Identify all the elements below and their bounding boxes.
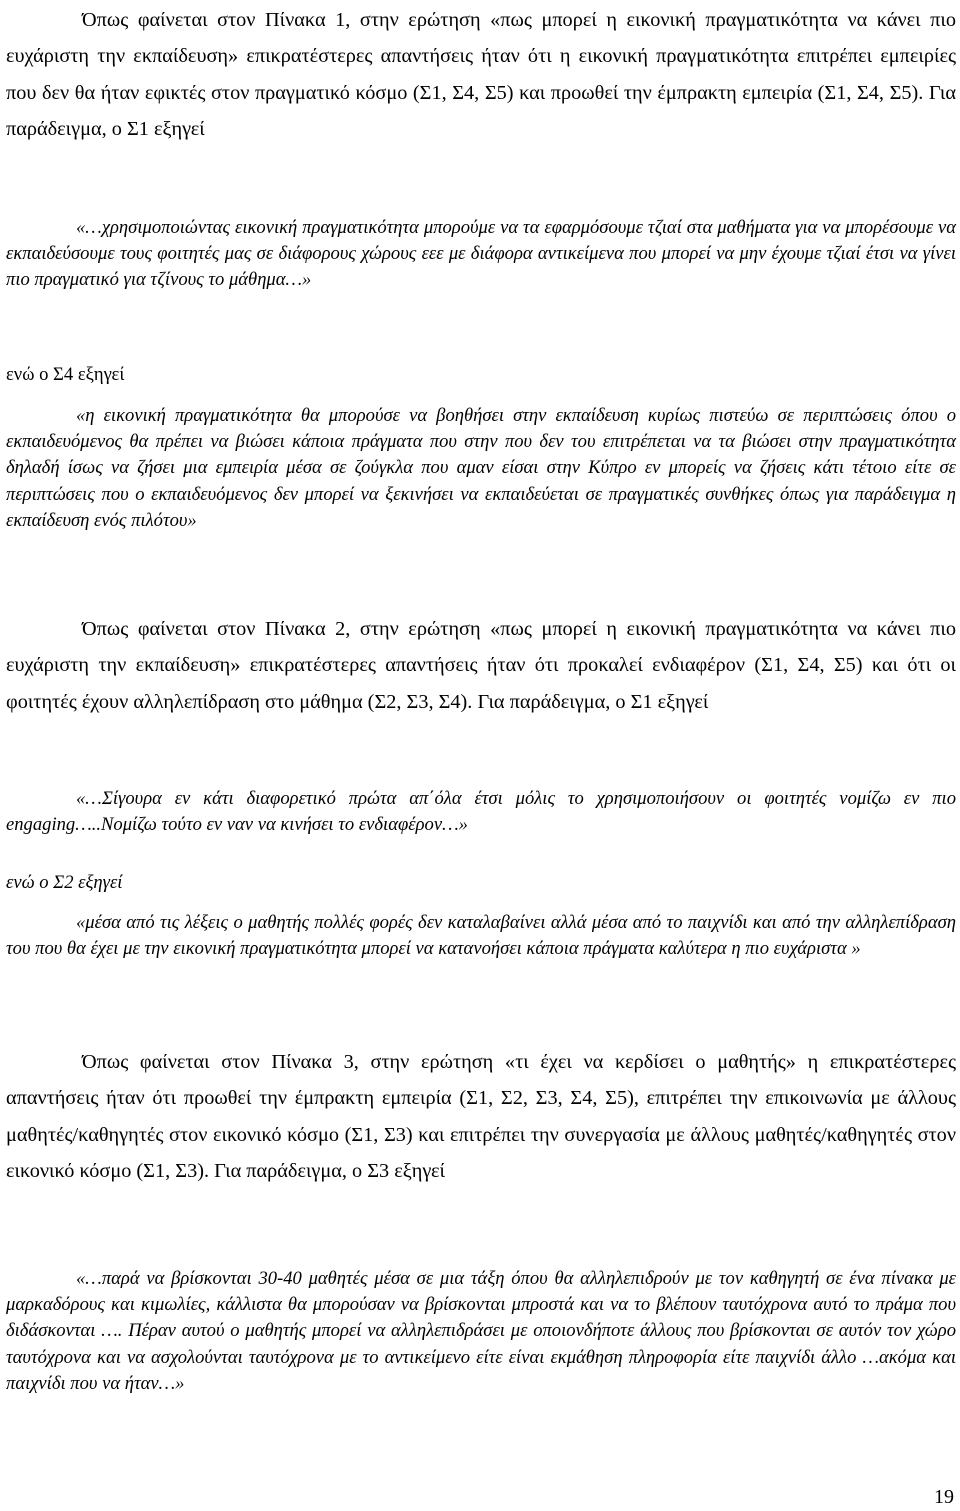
quote-s3: «…παρά να βρίσκονται 30-40 μαθητές μέσα σε μια τάξη όπου θα αλληλεπιδρούν με τον καθηγητή σε ένα πίνακα με μαρκαδόρους και κιμωλίες, κάλλιστα θα μπορούσαν να βρίσκονται μπροστά και να το βλέπουν ταυτόχρονα αυτό το πράμα που διδάσκονται …. Πέραν αυτού ο μαθητής μπορεί να αλληλεπιδράσει με οποιονδήποτε άλλους που βρίσκονται σε αυτόν τον χώρο ταυτόχρονα και να ασχολούνται ταυτόχρονα με το αντικείμενο είτε είναι εκμάθηση πληροφορία είτε παιχνίδι άλλο …ακόμα και παιχνίδι που να ήταν…»: [6, 1268, 956, 1394]
quote-s4: «η εικονική πραγματικότητα θα μπορούσε να βοηθήσει στην εκπαίδευση κυρίως πιστεύω σε περιπτώσεις όπου ο εκπαιδευόμενος θα πρέπει να βιώσει κάποια πράγματα που στην που δεν του επιτρέπεται να τα βιώσει στην πραγματικότητα δηλαδή ίσως να ζήσει μια εμπειρία μέσα σε ζούγκλα που αμαν είσαι στην Κύπρο εν μπορείς να ζήσεις κάτι τέτοιο είτε σε περιπτώσεις που ο εκπαιδευόμενος δεν μπορεί να ξεκινήσει να εκπαιδεύεται σε πραγματικές συνθήκες όπως για παράδειγμα η εκπαίδευση ενός πιλότου»: [6, 405, 956, 531]
lead-s4: ενώ ο Σ4 εξηγεί: [6, 364, 125, 385]
quote-s1-table-2: «…Σίγουρα εν κάτι διαφορετικό πρώτα απ΄όλα έτσι μόλις το χρησιμοποιήσουν οι φοιτητές νομίζω εν πιο engaging…..Νομίζω τούτο εν ναν να κινήσει το ενδιαφέρον…»: [6, 788, 956, 836]
quote-s2: «μέσα από τις λέξεις ο μαθητής πολλές φορές δεν καταλαβαίνει αλλά μέσα από το παιχνίδι και από την αλληλεπίδραση του που θα έχει με την εικονική πραγματικότητα μπορεί να κατανοήσει κάποια πράγματα καλύτερα η πιο ευχάριστα »: [6, 912, 956, 960]
paragraph-table-1: Όπως φαίνεται στον Πίνακα 1, στην ερώτηση «πως μπορεί η εικονική πραγματικότητα να κάνει πιο ευχάριστη την εκπαίδευση» επικρατέστερες απαντήσεις ήταν ότι η εικονική πραγματικότητα επιτρέπει εμπειρίες που δεν θα ήταν εφικτές στον πραγματικό κόσμο (Σ1, Σ4, Σ5) και προωθεί την έμπρακτη εμπειρία (Σ1, Σ4, Σ5). Για παράδειγμα, ο Σ1 εξηγεί: [6, 9, 956, 140]
quote-s1-table-1: «…χρησιμοποιώντας εικονική πραγματικότητα μπορούμε να τα εφαρμόσουμε τζιαί στα μαθήματα για να μπορέσουμε να εκπαιδεύσουμε τους φοιτητές μας σε διάφορους χώρους εεε με διάφορα αντικείμενα που μπορεί να μην έχουμε τζιαί έτσι να γίνει πιο πραγματικό για τζίνους το μάθημα…»: [6, 217, 956, 291]
paragraph-table-3: Όπως φαίνεται στον Πίνακα 3, στην ερώτηση «τι έχει να κερδίσει ο μαθητής» η επικρατέστερες απαντήσεις ήταν ότι προωθεί την έμπρακτη εμπειρία (Σ1, Σ2, Σ3, Σ4, Σ5), επιτρέπει την επικοινωνία με άλλους μαθητές/καθηγητές στον εικονικό κόσμο (Σ1, Σ3) και επιτρέπει την συνεργασία με άλλους μαθητές/καθηγητές στον εικονικό κόσμο (Σ1, Σ3). Για παράδειγμα, ο Σ3 εξηγεί: [6, 1051, 956, 1182]
paragraph-table-2: Όπως φαίνεται στον Πίνακα 2, στην ερώτηση «πως μπορεί η εικονική πραγματικότητα να κάνει πιο ευχάριστη την εκπαίδευση» επικρατέστερες απαντήσεις ήταν ότι προκαλεί ενδιαφέρον (Σ1, Σ4, Σ5) και ότι οι φοιτητές έχουν αλληλεπίδραση στο μάθημα (Σ2, Σ3, Σ4). Για παράδειγμα, ο Σ1 εξηγεί: [6, 618, 956, 713]
page-number: 19: [934, 1486, 954, 1508]
lead-s2: ενώ ο Σ2 εξηγεί: [6, 872, 123, 893]
